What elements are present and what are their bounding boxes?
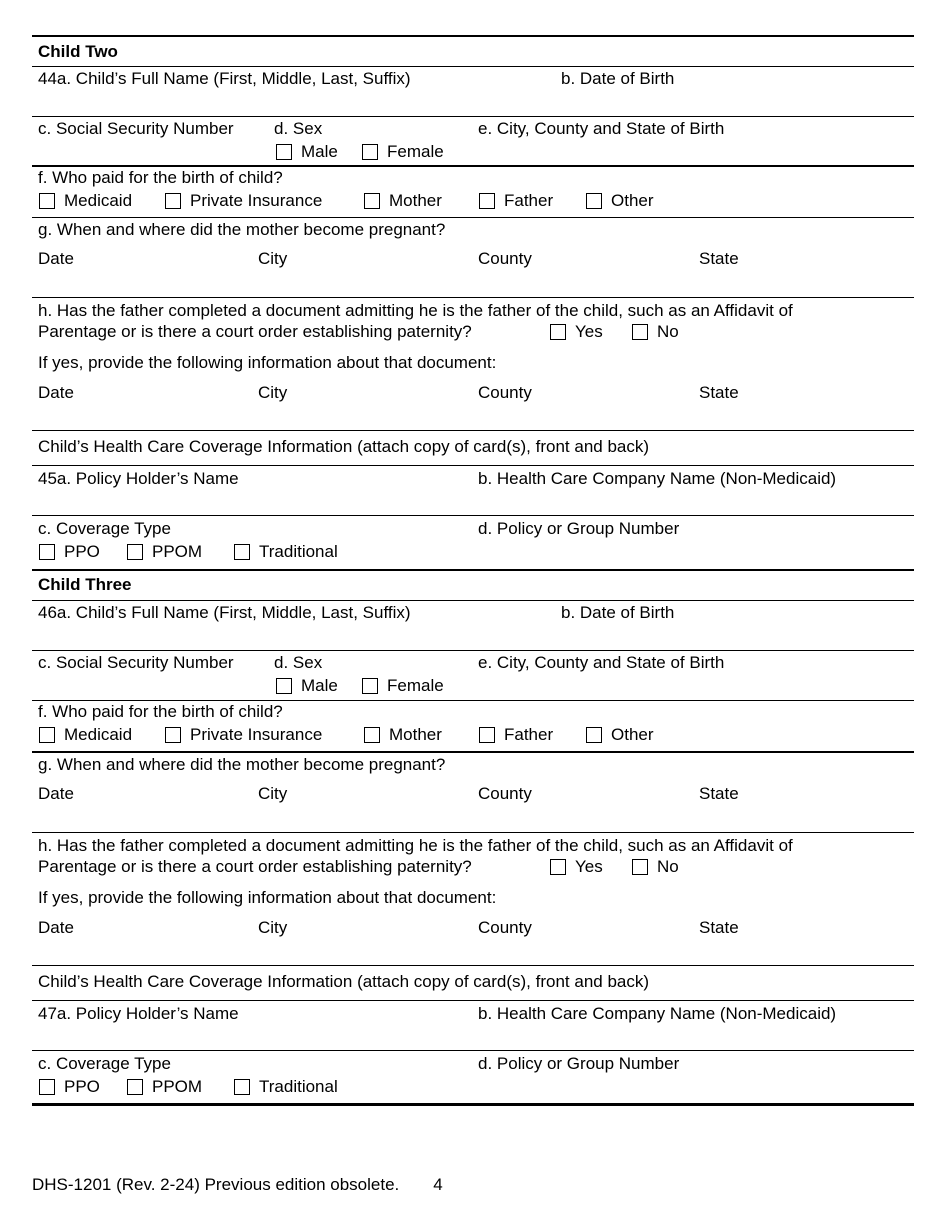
city-col-label: City (258, 383, 288, 402)
checkbox[interactable] (234, 1079, 250, 1095)
state-col-label: State (699, 918, 739, 937)
coverage-header: Child’s Health Care Coverage Information (attach copy of card(s), front and back) (38, 437, 650, 456)
checkbox[interactable] (127, 544, 143, 560)
option-label: Father (504, 191, 554, 210)
option-label: PPO (64, 542, 100, 561)
checkbox[interactable] (127, 1079, 143, 1095)
coverage-type-label: c. Coverage Type (38, 1054, 171, 1073)
option-label: PPOM (152, 542, 203, 561)
ssn-label: c. Social Security Number (38, 653, 234, 672)
checkbox[interactable] (39, 727, 55, 743)
name-dob-row (32, 66, 914, 116)
checkbox[interactable] (234, 544, 250, 560)
option-label: Other (611, 191, 654, 210)
paternity-question-line1: h. Has the father completed a document admitting he is the father of the child, such as an Affidavit of (38, 301, 793, 320)
health-company-label: b. Health Care Company Name (Non-Medicaid) (478, 469, 837, 488)
paid-option-other[interactable] (586, 725, 654, 745)
option-label: Yes (575, 857, 603, 876)
ssn-label: c. Social Security Number (38, 119, 234, 138)
option-label: PPO (64, 1077, 100, 1096)
checkbox[interactable] (550, 859, 566, 875)
date-col-label: Date (38, 383, 74, 402)
checkbox[interactable] (276, 144, 292, 160)
county-col-label: County (478, 918, 532, 937)
option-label: No (657, 322, 679, 341)
coverage-option-ppom[interactable] (127, 1077, 202, 1097)
checkbox[interactable] (276, 678, 292, 694)
coverage-option-traditional[interactable] (234, 1077, 338, 1097)
paid-option-private-insurance[interactable] (165, 725, 322, 745)
page-number: 4 (433, 1175, 443, 1194)
option-label: Private Insurance (190, 191, 323, 210)
paternity-question-line2: Parentage or is there a court order establishing paternity? (38, 857, 472, 876)
county-col-label: County (478, 249, 532, 268)
section-header: Child Two (38, 42, 118, 61)
option-label: Traditional (259, 542, 338, 561)
paternity-option-yes[interactable] (550, 322, 603, 342)
option-label: Traditional (259, 1077, 338, 1096)
health-company-label: b. Health Care Company Name (Non-Medicaid) (478, 1004, 837, 1023)
policy-holder-label: 47a. Policy Holder’s Name (38, 1004, 239, 1023)
option-label: Female (387, 142, 444, 161)
section-header: Child Three (38, 575, 132, 594)
policy-holder-row (32, 465, 914, 515)
birthplace-label: e. City, County and State of Birth (478, 653, 725, 672)
city-col-label: City (258, 249, 288, 268)
coverage-option-ppo[interactable] (39, 1077, 100, 1097)
pregnancy-label: g. When and where did the mother become pregnant? (38, 220, 446, 239)
policy-number-label: d. Policy or Group Number (478, 519, 680, 538)
paternity-row (32, 297, 914, 430)
county-col-label: County (478, 784, 532, 803)
coverage-type-label: c. Coverage Type (38, 519, 171, 538)
date-of-birth-label: b. Date of Birth (561, 603, 675, 622)
pregnancy-label: g. When and where did the mother become pregnant? (38, 755, 446, 774)
sex-label: d. Sex (274, 119, 323, 138)
who-paid-row (32, 165, 914, 217)
checkbox[interactable] (165, 193, 181, 209)
date-col-label: Date (38, 249, 74, 268)
paid-option-private-insurance[interactable] (165, 191, 322, 211)
option-label: Other (611, 725, 654, 744)
who-paid-label: f. Who paid for the birth of child? (38, 702, 283, 721)
option-label: Medicaid (64, 725, 133, 744)
paternity-question-line1: h. Has the father completed a document admitting he is the father of the child, such as an Affidavit of (38, 836, 793, 855)
date-of-birth-label: b. Date of Birth (561, 69, 675, 88)
paid-option-mother[interactable] (364, 191, 442, 211)
paternity-option-no[interactable] (632, 857, 679, 877)
checkbox[interactable] (632, 324, 648, 340)
option-label: Mother (389, 191, 442, 210)
coverage-header-row (32, 965, 914, 1000)
paternity-option-yes[interactable] (550, 857, 603, 877)
birthplace-label: e. City, County and State of Birth (478, 119, 725, 138)
option-label: Mother (389, 725, 442, 744)
name-dob-row (32, 600, 914, 650)
if-yes-label: If yes, provide the following information about that document: (38, 353, 497, 372)
child-three-header-row (32, 569, 914, 600)
date-col-label: Date (38, 784, 74, 803)
paid-option-father[interactable] (479, 191, 553, 211)
paid-option-other[interactable] (586, 191, 654, 211)
checkbox[interactable] (39, 1079, 55, 1095)
state-col-label: State (699, 383, 739, 402)
state-col-label: State (699, 784, 739, 803)
option-label: PPOM (152, 1077, 203, 1096)
option-label: Father (504, 725, 554, 744)
checkbox[interactable] (632, 859, 648, 875)
checkbox[interactable] (364, 193, 380, 209)
option-label: Male (301, 676, 338, 695)
checkbox[interactable] (479, 193, 495, 209)
child-full-name-label: 46a. Child’s Full Name (First, Middle, Last, Suffix) (38, 603, 411, 622)
paid-option-medicaid[interactable] (39, 191, 132, 211)
checkbox[interactable] (362, 144, 378, 160)
option-label: No (657, 857, 679, 876)
checkbox[interactable] (586, 193, 602, 209)
ssn-sex-birthplace-row (32, 650, 914, 700)
checkbox[interactable] (479, 727, 495, 743)
option-label: Female (387, 676, 444, 695)
coverage-header: Child’s Health Care Coverage Information (attach copy of card(s), front and back) (38, 972, 650, 991)
policy-number-label: d. Policy or Group Number (478, 1054, 680, 1073)
paternity-question-line2: Parentage or is there a court order establishing paternity? (38, 322, 472, 341)
pregnancy-row (32, 217, 914, 297)
coverage-option-ppom[interactable] (127, 542, 202, 562)
checkbox[interactable] (362, 678, 378, 694)
coverage-option-traditional[interactable] (234, 542, 338, 562)
sex-option-female[interactable] (362, 142, 444, 162)
coverage-option-ppo[interactable] (39, 542, 100, 562)
paternity-row (32, 832, 914, 965)
coverage-header-row (32, 430, 914, 465)
if-yes-label: If yes, provide the following information about that document: (38, 888, 497, 907)
policy-holder-label: 45a. Policy Holder’s Name (38, 469, 239, 488)
form-id: DHS-1201 (Rev. 2-24) Previous edition obsolete. (32, 1175, 400, 1194)
sex-label: d. Sex (274, 653, 323, 672)
county-col-label: County (478, 383, 532, 402)
child-full-name-label: 44a. Child’s Full Name (First, Middle, Last, Suffix) (38, 69, 411, 88)
option-label: Male (301, 142, 338, 161)
city-col-label: City (258, 784, 288, 803)
sex-option-female[interactable] (362, 676, 444, 696)
option-label: Medicaid (64, 191, 133, 210)
paid-option-medicaid[interactable] (39, 725, 132, 745)
ssn-sex-birthplace-row (32, 116, 914, 165)
option-label: Yes (575, 322, 603, 341)
paid-option-mother[interactable] (364, 725, 442, 745)
checkbox[interactable] (364, 727, 380, 743)
who-paid-row (32, 700, 914, 751)
pregnancy-row (32, 751, 914, 832)
paid-option-father[interactable] (479, 725, 553, 745)
policy-holder-row (32, 1000, 914, 1050)
state-col-label: State (699, 249, 739, 268)
child-info-form (32, 35, 914, 1106)
who-paid-label: f. Who paid for the birth of child? (38, 168, 283, 187)
city-col-label: City (258, 918, 288, 937)
date-col-label: Date (38, 918, 74, 937)
paternity-option-no[interactable] (632, 322, 679, 342)
checkbox[interactable] (39, 193, 55, 209)
checkbox[interactable] (165, 727, 181, 743)
checkbox[interactable] (586, 727, 602, 743)
checkbox[interactable] (550, 324, 566, 340)
option-label: Private Insurance (190, 725, 323, 744)
page-footer (32, 1175, 443, 1195)
checkbox[interactable] (39, 544, 55, 560)
coverage-type-row (32, 515, 914, 569)
coverage-type-row (32, 1050, 914, 1106)
sex-option-male[interactable] (276, 142, 338, 162)
child-two-header-row (32, 35, 914, 66)
sex-option-male[interactable] (276, 676, 338, 696)
